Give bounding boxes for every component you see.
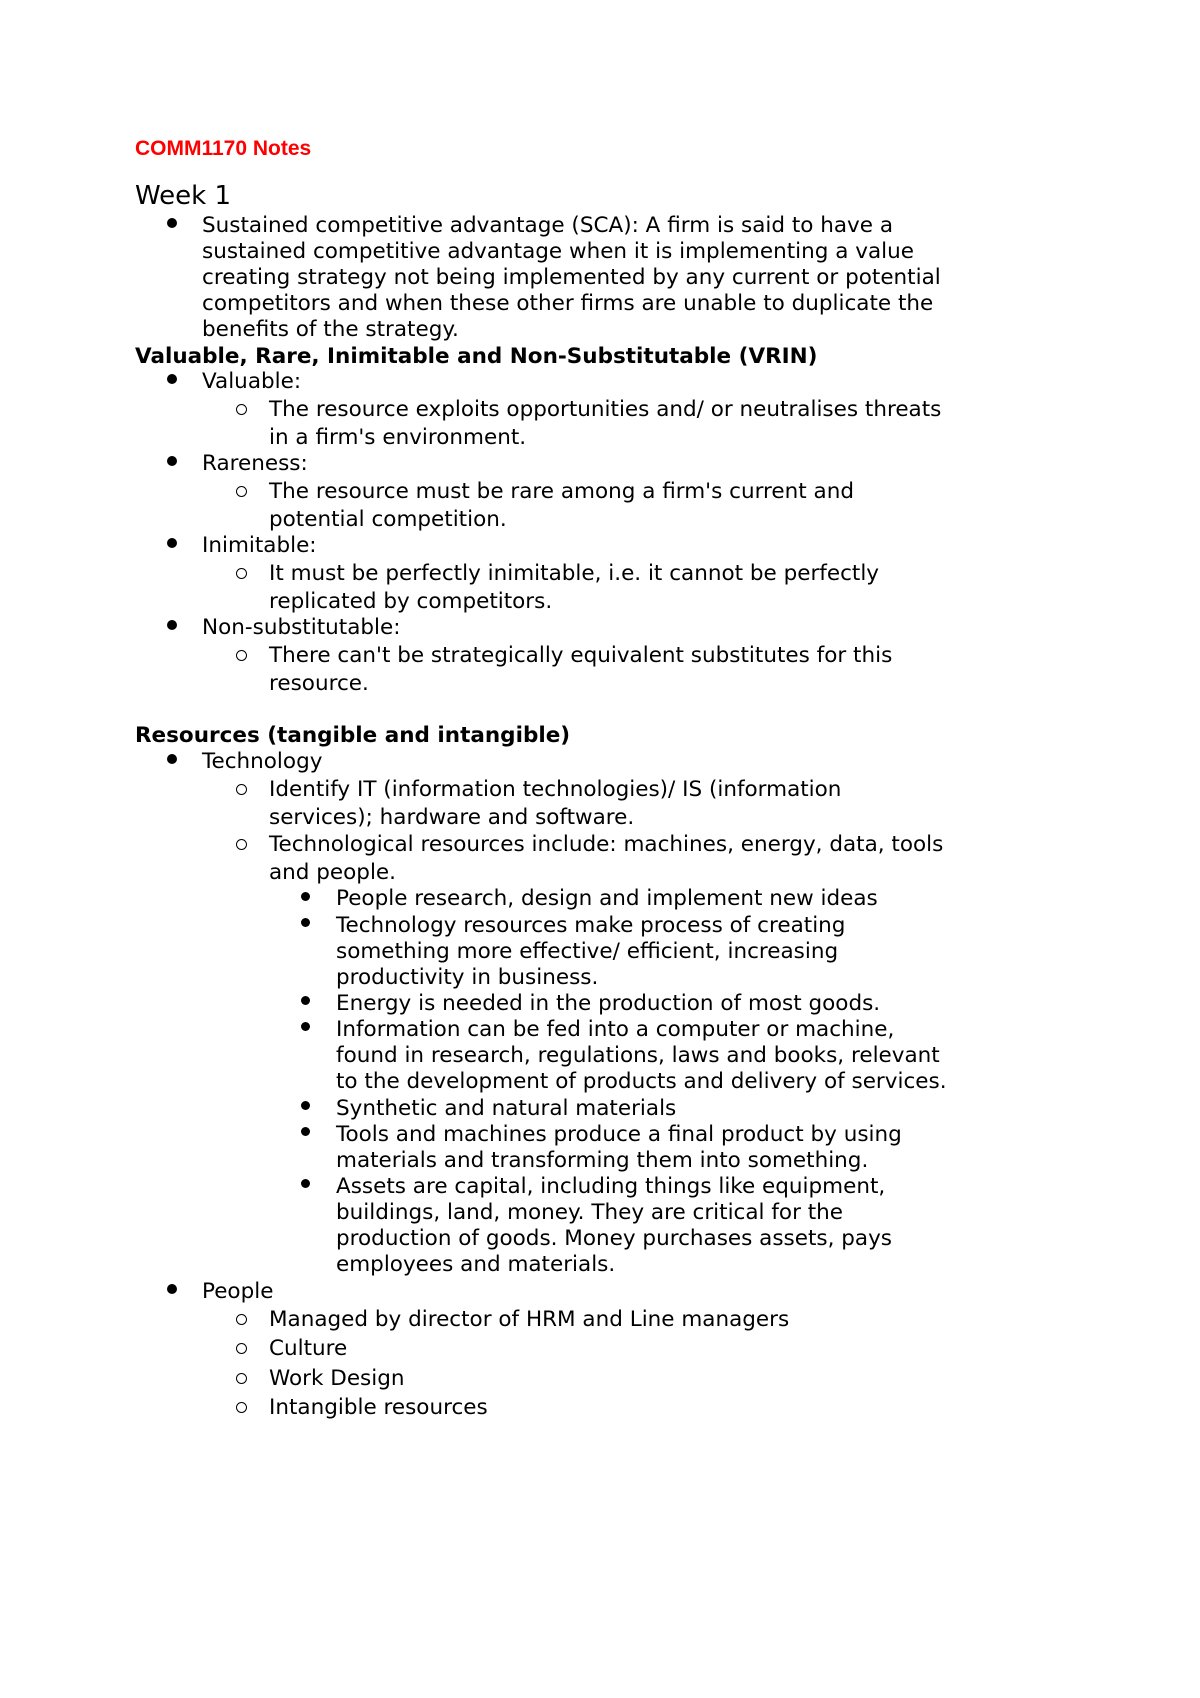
vrin-heading: Valuable, Rare, Inimitable and Non-Substitutable (VRIN): [135, 344, 818, 369]
circle-bullet-icon: [236, 784, 247, 795]
bullet-icon: [301, 996, 310, 1005]
bullet-icon: [167, 754, 177, 764]
vrin-item-label: Rareness:: [202, 451, 308, 476]
people-sub: Managed by director of HRM and Line managers: [269, 1307, 790, 1332]
bullet-icon: [167, 620, 177, 630]
bullet-icon: [167, 1284, 177, 1294]
people-sub: Culture: [269, 1336, 348, 1361]
bullet-icon: [301, 918, 310, 927]
bullet-icon: [167, 456, 177, 466]
bullet-icon: [167, 538, 177, 548]
circle-bullet-icon: [236, 839, 247, 850]
circle-bullet-icon: [236, 650, 247, 661]
circle-bullet-icon: [236, 1343, 247, 1354]
bullet-icon: [167, 218, 177, 228]
circle-bullet-icon: [236, 486, 247, 497]
technology-point: Technology resources make process of creating something more effective/ efficient, increasing productivity in business.: [336, 913, 846, 990]
circle-bullet-icon: [236, 1373, 247, 1384]
bullet-icon: [167, 374, 177, 384]
bullet-icon: [301, 1022, 310, 1031]
circle-bullet-icon: [236, 1314, 247, 1325]
technology-point: Assets are capital, including things like equipment, buildings, land, money. They are critical for the production of goods. Money purchases assets, pays employees and materials.: [336, 1174, 893, 1277]
circle-bullet-icon: [236, 404, 247, 415]
bullet-icon: [301, 1101, 310, 1110]
technology-sub: Identify IT (information technologies)/ IS (information services); hardware and software.: [269, 777, 842, 830]
sca-definition: Sustained competitive advantage (SCA): A firm is said to have a sustained competitive advantage when it is implementing a value creating strategy not being implemented by any current or potential competitors and when these other firms are unable to duplicate the benefits of the strategy.: [202, 213, 941, 342]
people-label: People: [202, 1279, 274, 1304]
technology-point: Information can be fed into a computer or machine, found in research, regulations, laws and books, relevant to the development of products and delivery of services.: [336, 1017, 947, 1094]
resources-heading: Resources (tangible and intangible): [135, 723, 571, 748]
vrin-item-label: Inimitable:: [202, 533, 317, 558]
circle-bullet-icon: [236, 568, 247, 579]
vrin-item-desc: The resource exploits opportunities and/ or neutralises threats in a firm's environment.: [269, 397, 942, 450]
vrin-item-desc: It must be perfectly inimitable, i.e. it cannot be perfectly replicated by competitors.: [269, 561, 880, 614]
bullet-icon: [301, 892, 310, 901]
week-heading: Week 1: [135, 181, 232, 211]
bullet-icon: [301, 1127, 310, 1136]
technology-point: Tools and machines produce a final product by using materials and transforming them into something.: [336, 1122, 902, 1173]
technology-point: People research, design and implement new ideas: [336, 886, 878, 911]
technology-label: Technology: [202, 749, 323, 774]
people-sub: Intangible resources: [269, 1395, 488, 1420]
bullet-icon: [301, 1179, 310, 1188]
people-sub: Work Design: [269, 1366, 405, 1391]
vrin-item-label: Valuable:: [202, 369, 302, 394]
technology-point: Energy is needed in the production of most goods.: [336, 991, 881, 1016]
vrin-item-desc: There can't be strategically equivalent substitutes for this resource.: [269, 643, 893, 696]
vrin-item-label: Non-substitutable:: [202, 615, 401, 640]
circle-bullet-icon: [236, 1402, 247, 1413]
document-title: COMM1170 Notes: [135, 137, 312, 160]
technology-point: Synthetic and natural materials: [336, 1096, 677, 1121]
vrin-item-desc: The resource must be rare among a firm's current and potential competition.: [269, 479, 854, 532]
technology-sub: Technological resources include: machines, energy, data, tools and people.: [269, 832, 944, 885]
